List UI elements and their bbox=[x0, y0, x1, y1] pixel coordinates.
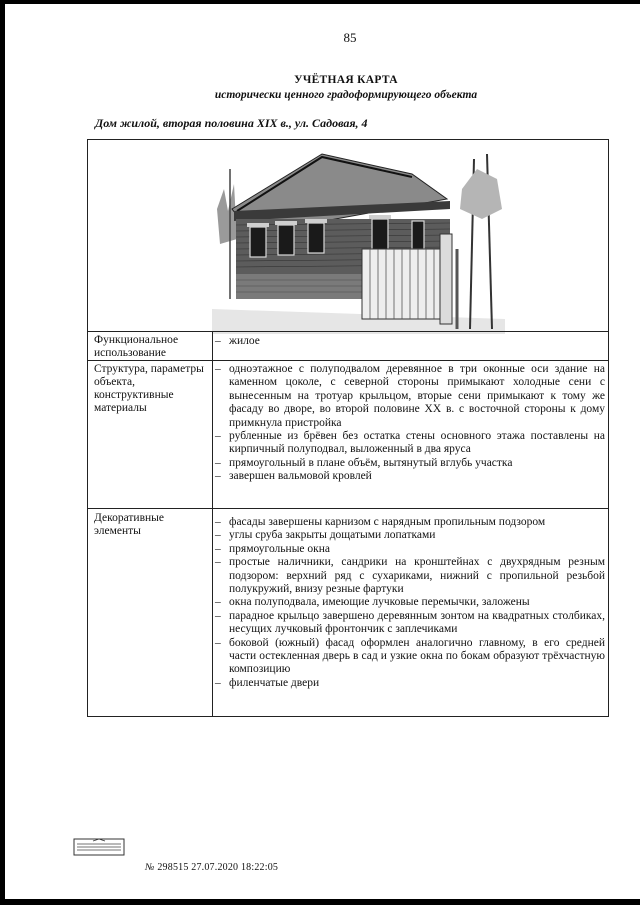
list-item: – жилое bbox=[215, 335, 605, 348]
scan-edge-left bbox=[0, 0, 5, 905]
function-label: Функциональное использование bbox=[94, 334, 179, 359]
card-subtitle: исторически ценного градоформирующего объекта bbox=[214, 89, 478, 101]
list-item: – боковой (южный) фасад оформлен аналогично главному, в его средней части остекленная дверь в сад и узкие окна по бокам образуют трёхчастную композицию bbox=[215, 637, 605, 677]
scan-edge-bottom bbox=[0, 899, 640, 905]
list-item: – завершен вальмовой кровлей bbox=[215, 470, 605, 483]
registration-line bbox=[145, 862, 278, 873]
table-column-divider bbox=[212, 331, 213, 717]
list-item: – парадное крыльцо завершено деревянным зонтом на квадратных столбиках, несущих лучковый фронтончик с заплечиками bbox=[215, 610, 605, 637]
table-divider bbox=[87, 360, 609, 361]
table-divider bbox=[87, 331, 609, 332]
card-title: УЧЁТНАЯ КАРТА bbox=[294, 74, 398, 86]
registration-number: 298515 bbox=[157, 862, 189, 873]
registration-datetime: 27.07.2020 18:22:05 bbox=[191, 862, 279, 873]
function-items bbox=[215, 335, 605, 348]
list-item: – окна полуподвала, имеющие лучковые перемычки, заложены bbox=[215, 596, 605, 609]
page-number: 85 bbox=[343, 30, 357, 45]
decor-label: Декоративные элементы bbox=[94, 512, 164, 537]
list-item: – углы сруба закрыты дощатыми лопатками bbox=[215, 529, 605, 542]
number-sign: № bbox=[145, 862, 155, 873]
list-item: – простые наличники, сандрики на кронштейнах с двухрядным резным подзором: верхний ряд с сухариками, нижний с пропильной резьбой полукружий, внизу резные фартуки bbox=[215, 556, 605, 596]
registry-stamp-icon bbox=[73, 838, 125, 856]
list-item: – фасады завершены карнизом с нарядным пропильным подзором bbox=[215, 516, 605, 529]
list-item: – одноэтажное с полуподвалом деревянное в три оконные оси здание на каменном цоколе, с северной стороны примыкают холодные сени с вынесенным на тротуар крыльцом, вторые сени примыкают к тому же фасаду во дворе, во второй половине XX в. с восточной стороны к дому примкнула пристройка bbox=[215, 363, 605, 430]
list-item: – филенчатые двери bbox=[215, 677, 605, 690]
list-item: – рубленные из брёвен без остатка стены основного этажа поставлены на кирпичный полуподвал, выложенный в два яруса bbox=[215, 430, 605, 457]
table-divider bbox=[87, 508, 609, 509]
structure-items bbox=[215, 363, 605, 484]
object-heading: Дом жилой, вторая половина XIX в., ул. Садовая, 4 bbox=[95, 116, 368, 130]
decor-items bbox=[215, 516, 605, 690]
list-item: – прямоугольный в плане объём, вытянутый вглубь участка bbox=[215, 457, 605, 470]
structure-label: Структура, параметры объекта, конструктивные материалы bbox=[94, 363, 204, 414]
wooden-house-photo-icon bbox=[212, 149, 505, 334]
scan-edge-top bbox=[0, 0, 640, 4]
list-item: – прямоугольные окна bbox=[215, 543, 605, 556]
